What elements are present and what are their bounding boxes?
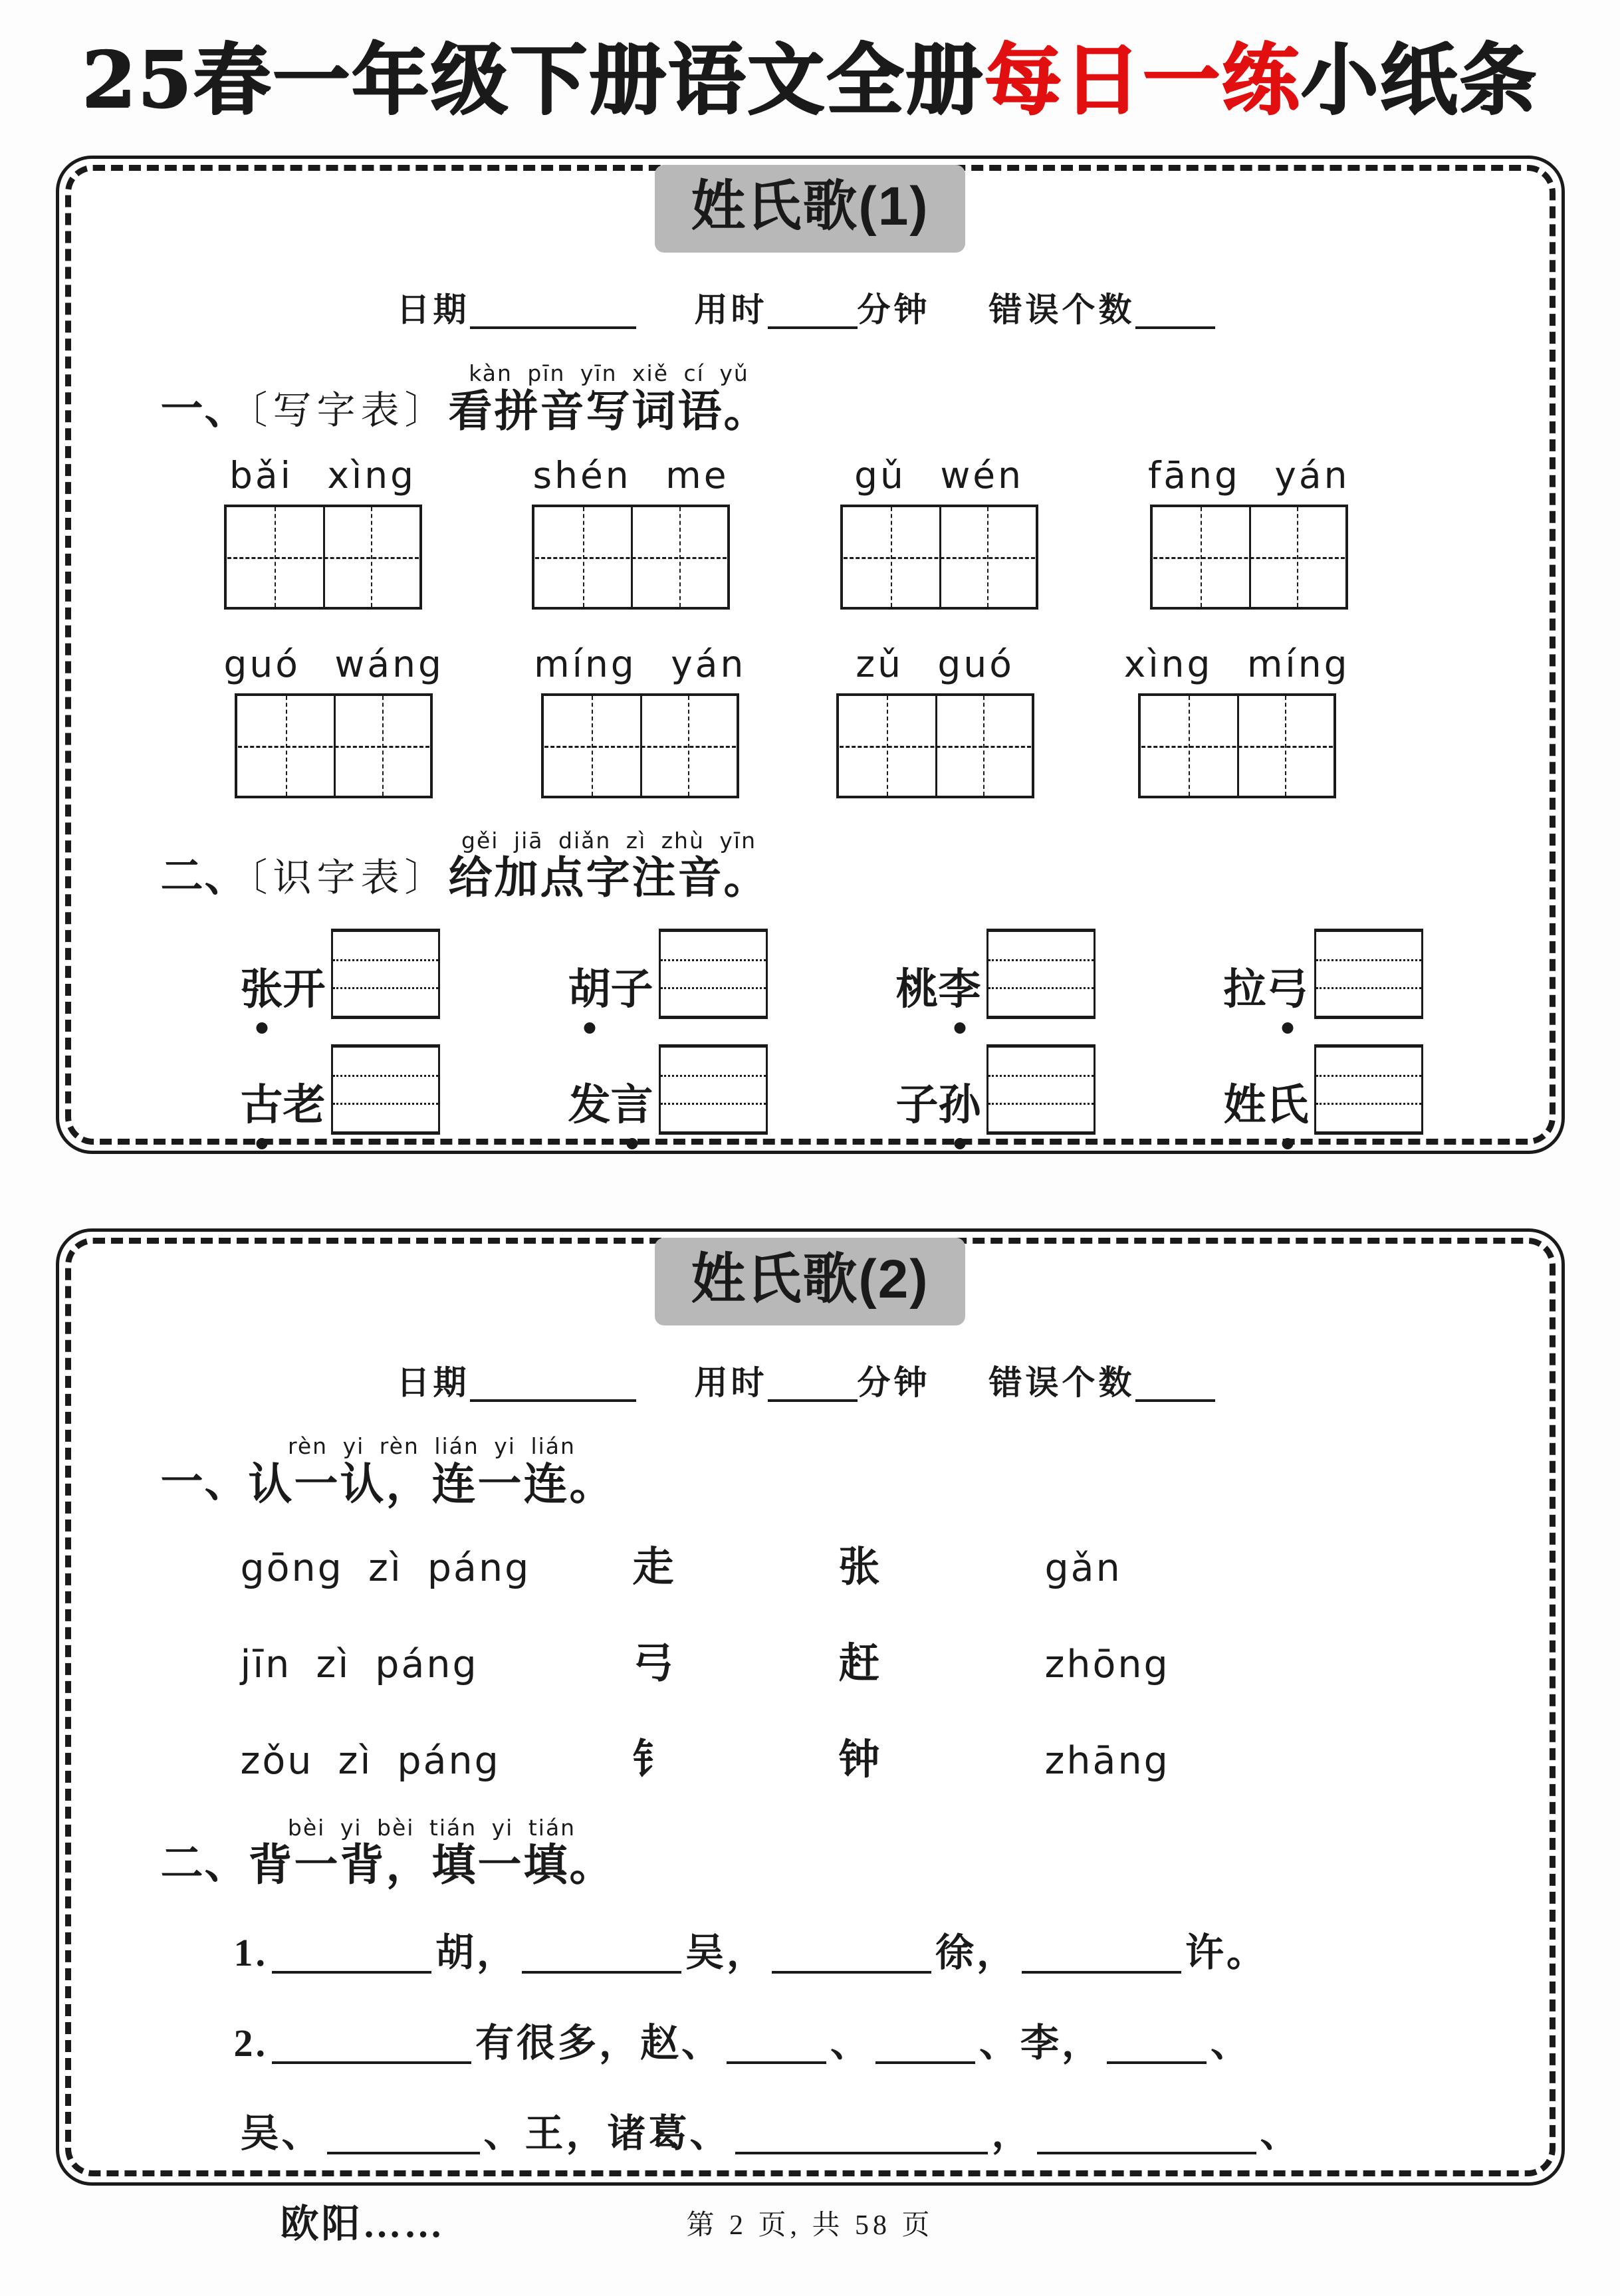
minutes-label: 分钟 xyxy=(857,1364,931,1402)
fill-text: 有很多，赵、 xyxy=(475,2021,723,2065)
time-field xyxy=(695,1364,931,1401)
fill-blank xyxy=(327,2113,480,2154)
grid-mid-line xyxy=(1153,557,1345,559)
pinyin-answer-box xyxy=(659,929,768,1019)
annotate-char: 发 xyxy=(568,1081,611,1129)
pinyin-word-cell xyxy=(840,454,1038,610)
annotate-word xyxy=(1224,1044,1309,1132)
match-right-pinyin: gǎn xyxy=(1044,1546,1122,1590)
annotate-char: 老 xyxy=(283,1081,326,1129)
fill-blank xyxy=(1037,2113,1256,2154)
match-radical: 钅 xyxy=(632,1737,674,1783)
radical-match-grid xyxy=(241,1534,1503,1785)
annotate-char-dotted: 胡 xyxy=(568,955,611,1016)
fill-line xyxy=(118,1921,1503,1977)
fill-blank xyxy=(875,2023,975,2064)
annotate-word xyxy=(568,1044,653,1132)
exercise-title-pinyin: gěi jiā diǎn zì zhù yīn xyxy=(461,827,756,854)
fill-blank xyxy=(772,1932,931,1974)
exercise-number: 一、 xyxy=(160,385,249,433)
date-field xyxy=(397,1364,636,1401)
exercise-title-text: 背一背，填一填。 xyxy=(248,1839,616,1889)
pinyin-word: fāng yán xyxy=(1148,453,1350,497)
date-label: 日期 xyxy=(396,1364,470,1402)
fill-text: 徐， xyxy=(935,1930,1018,1974)
match-character: 赶 xyxy=(838,1641,880,1686)
errors-blank xyxy=(1135,1366,1215,1402)
annotate-row xyxy=(118,929,1503,1019)
annotate-item xyxy=(896,1044,1096,1135)
exercise-title-text: 认一认，连一连。 xyxy=(248,1458,616,1508)
page-title-highlight: 每日一练 xyxy=(984,35,1301,125)
pinyin-word-row xyxy=(118,454,1503,610)
fill-text: 欧阳…… xyxy=(280,2202,445,2245)
pinyin-writing-rows xyxy=(118,454,1503,798)
answer-box-line xyxy=(333,959,438,961)
fill-blank xyxy=(522,1932,681,1974)
pinyin-answer-box xyxy=(1314,929,1423,1019)
annotate-char-dotted: 言 xyxy=(611,1071,653,1132)
time-blank xyxy=(768,1366,858,1402)
exercise-title-text: 看拼音写词语。 xyxy=(448,386,770,435)
pinyin-answer-box xyxy=(1314,1044,1423,1135)
answer-box-line xyxy=(1316,959,1421,961)
fill-text: 、 xyxy=(1260,2111,1302,2155)
match-character: 钟 xyxy=(838,1737,880,1783)
annotate-char: 姓 xyxy=(1223,1081,1266,1129)
fill-text: 、 xyxy=(830,2021,872,2065)
meta-row-1 xyxy=(118,283,1503,331)
section-card-1 xyxy=(56,156,1565,1154)
fill-blank xyxy=(727,2023,826,2064)
match-character: 张 xyxy=(838,1544,880,1590)
exercise-1-1-heading xyxy=(118,362,1503,436)
annotate-item xyxy=(568,1044,768,1135)
exercise-title-pinyin: kàn pīn yīn xiě cí yǔ xyxy=(469,360,749,387)
errors-field xyxy=(989,291,1215,328)
pinyin-word: míng yán xyxy=(534,642,747,685)
pinyin-answer-box xyxy=(659,1044,768,1135)
errors-field xyxy=(989,1364,1215,1401)
time-label: 用时 xyxy=(694,1364,768,1402)
fill-text: 吴、 xyxy=(240,2111,323,2155)
annotate-item xyxy=(241,929,440,1019)
pinyin-answer-box xyxy=(331,929,440,1019)
answer-box-line xyxy=(661,1075,766,1077)
fill-text: 、 xyxy=(1211,2021,1252,2065)
match-right-pinyin: zhōng xyxy=(1044,1642,1170,1686)
answer-box-line xyxy=(1316,1103,1421,1105)
date-field xyxy=(397,291,636,328)
errors-label: 错误个数 xyxy=(988,1364,1135,1402)
fill-text: ， xyxy=(991,2111,1033,2155)
exercise-title-stack xyxy=(449,362,770,436)
answer-box-line xyxy=(661,987,766,989)
annotate-word xyxy=(568,929,653,1016)
pinyin-word-cell xyxy=(1148,454,1349,610)
page-title-prefix: 25春一年级下册语文全册 xyxy=(82,35,984,125)
annotate-char-dotted: 李 xyxy=(939,955,981,1016)
fill-text: 、王，诸葛、 xyxy=(483,2111,731,2155)
answer-box-line xyxy=(988,1075,1094,1077)
annotate-word xyxy=(241,1044,326,1132)
exercise-bracket-tag: 〔识字表〕 xyxy=(248,856,449,899)
pinyin-word: shén me xyxy=(532,453,729,497)
exercise-title-pinyin: bèi yi bèi tián yi tián xyxy=(287,1814,576,1841)
answer-box-line xyxy=(333,1075,438,1077)
exercise-bracket-tag: 〔写字表〕 xyxy=(248,389,449,433)
errors-label: 错误个数 xyxy=(988,291,1135,329)
section-2-title-badge: 姓氏歌(2) xyxy=(655,1238,965,1325)
writing-grid xyxy=(532,505,730,610)
date-label: 日期 xyxy=(396,291,470,329)
annotate-item xyxy=(1224,929,1423,1019)
exercise-2-1-heading xyxy=(118,1435,1503,1509)
match-right-pinyin: zhāng xyxy=(1044,1738,1170,1783)
answer-box-line xyxy=(1316,1075,1421,1077)
pinyin-word: bǎi xìng xyxy=(229,453,416,497)
exercise-2-2-heading xyxy=(118,1816,1503,1891)
pinyin-word-cell xyxy=(534,643,746,798)
annotate-char-dotted: 古 xyxy=(241,1071,283,1132)
match-left-pinyin: zǒu zì páng xyxy=(240,1738,501,1783)
pinyin-word: guó wáng xyxy=(223,642,444,685)
annotate-char-dotted: 张 xyxy=(241,955,283,1016)
annotate-word xyxy=(896,1044,981,1132)
exercise-number: 二、 xyxy=(160,852,249,900)
fill-line xyxy=(118,2102,1503,2158)
page-title xyxy=(0,0,1620,129)
annotate-item xyxy=(568,929,768,1019)
annotate-char: 子 xyxy=(895,1081,939,1129)
pinyin-word-cell xyxy=(1124,643,1350,798)
annotate-item xyxy=(241,1044,440,1135)
annotate-row xyxy=(118,1044,1503,1135)
fill-text: 2. xyxy=(233,2021,268,2065)
answer-box-line xyxy=(988,987,1094,989)
annotate-item xyxy=(1224,1044,1423,1135)
writing-grid xyxy=(224,505,422,610)
fill-text: 1. xyxy=(233,1930,268,1974)
writing-grid xyxy=(1150,505,1348,610)
annotate-char: 开 xyxy=(283,965,326,1013)
writing-grid xyxy=(235,693,433,798)
annotate-word xyxy=(1224,929,1309,1016)
fill-blank xyxy=(272,1932,431,1974)
pinyin-answer-box xyxy=(331,1044,440,1135)
pinyin-word: gǔ wén xyxy=(854,453,1024,497)
fill-text: 许。 xyxy=(1185,1930,1268,1974)
answer-box-line xyxy=(333,987,438,989)
writing-grid xyxy=(1138,693,1336,798)
pinyin-word-cell xyxy=(836,643,1034,798)
answer-box-line xyxy=(988,959,1094,961)
annotate-char: 拉 xyxy=(1223,965,1266,1013)
exercise-title-text: 给加点字注音。 xyxy=(448,852,770,902)
pinyin-word-cell xyxy=(224,643,444,798)
fill-in-lines xyxy=(118,1921,1503,2248)
annotate-char-dotted: 孙 xyxy=(939,1071,981,1132)
annotate-rows xyxy=(118,929,1503,1135)
grid-mid-line xyxy=(1141,746,1333,748)
pinyin-word-cell xyxy=(532,454,730,610)
exercise-title-pinyin: rèn yi rèn lián yi lián xyxy=(288,1433,576,1460)
exercise-title-stack xyxy=(249,1435,616,1509)
match-left-pinyin: jīn zì páng xyxy=(240,1642,479,1686)
answer-box-line xyxy=(988,1103,1094,1105)
annotate-item xyxy=(896,929,1096,1019)
exercise-1-2-heading xyxy=(118,829,1503,903)
exercise-title-stack xyxy=(249,1816,616,1891)
pinyin-word-cell xyxy=(224,454,422,610)
annotate-word xyxy=(896,929,981,1016)
annotate-char: 子 xyxy=(610,965,653,1013)
writing-grid xyxy=(840,505,1038,610)
fill-line xyxy=(118,2011,1503,2067)
fill-text: 、李， xyxy=(979,2021,1103,2065)
answer-box-line xyxy=(661,1103,766,1105)
grid-mid-line xyxy=(238,746,429,748)
pinyin-word: xìng míng xyxy=(1123,642,1350,685)
time-blank xyxy=(768,293,858,329)
pinyin-answer-box xyxy=(986,1044,1096,1135)
pinyin-answer-box xyxy=(986,929,1096,1019)
annotate-char: 桃 xyxy=(895,965,939,1013)
annotate-char-dotted: 弓 xyxy=(1266,955,1309,1016)
fill-text: 胡， xyxy=(435,1930,519,1974)
page-title-suffix: 小纸条 xyxy=(1300,35,1538,125)
fill-blank xyxy=(735,2113,988,2154)
pinyin-word-row xyxy=(118,643,1503,798)
grid-mid-line xyxy=(544,746,736,748)
meta-row-2 xyxy=(118,1356,1503,1404)
exercise-number: 二、 xyxy=(160,1839,249,1887)
answer-box-line xyxy=(1316,987,1421,989)
grid-mid-line xyxy=(840,746,1031,748)
match-radical: 弓 xyxy=(632,1641,674,1686)
errors-blank xyxy=(1135,293,1215,329)
date-blank xyxy=(470,1366,636,1402)
answer-box-line xyxy=(661,959,766,961)
writing-grid xyxy=(836,693,1034,798)
exercise-title-stack xyxy=(449,829,770,903)
fill-blank xyxy=(272,2023,471,2064)
grid-mid-line xyxy=(535,557,727,559)
fill-blank xyxy=(1022,1932,1181,1974)
grid-mid-line xyxy=(227,557,419,559)
grid-mid-line xyxy=(844,557,1035,559)
match-left-pinyin: gōng zì páng xyxy=(240,1546,531,1590)
writing-grid xyxy=(541,693,739,798)
section-1-title-badge: 姓氏歌(1) xyxy=(655,165,965,253)
date-blank xyxy=(470,293,636,329)
time-field xyxy=(695,291,931,328)
annotate-char-dotted: 氏 xyxy=(1266,1071,1309,1132)
annotate-word xyxy=(241,929,326,1016)
section-card-1-inner xyxy=(65,165,1556,1145)
answer-box-line xyxy=(333,1103,438,1105)
fill-blank xyxy=(1107,2023,1207,2064)
pinyin-word: zǔ guó xyxy=(856,642,1014,685)
fill-text: 吴， xyxy=(685,1930,768,1974)
match-radical: 走 xyxy=(632,1544,674,1590)
minutes-label: 分钟 xyxy=(857,291,931,329)
page-number: 第 2 页, 共 58 页 xyxy=(686,2210,934,2241)
exercise-number: 一、 xyxy=(160,1458,249,1506)
time-label: 用时 xyxy=(694,291,768,329)
